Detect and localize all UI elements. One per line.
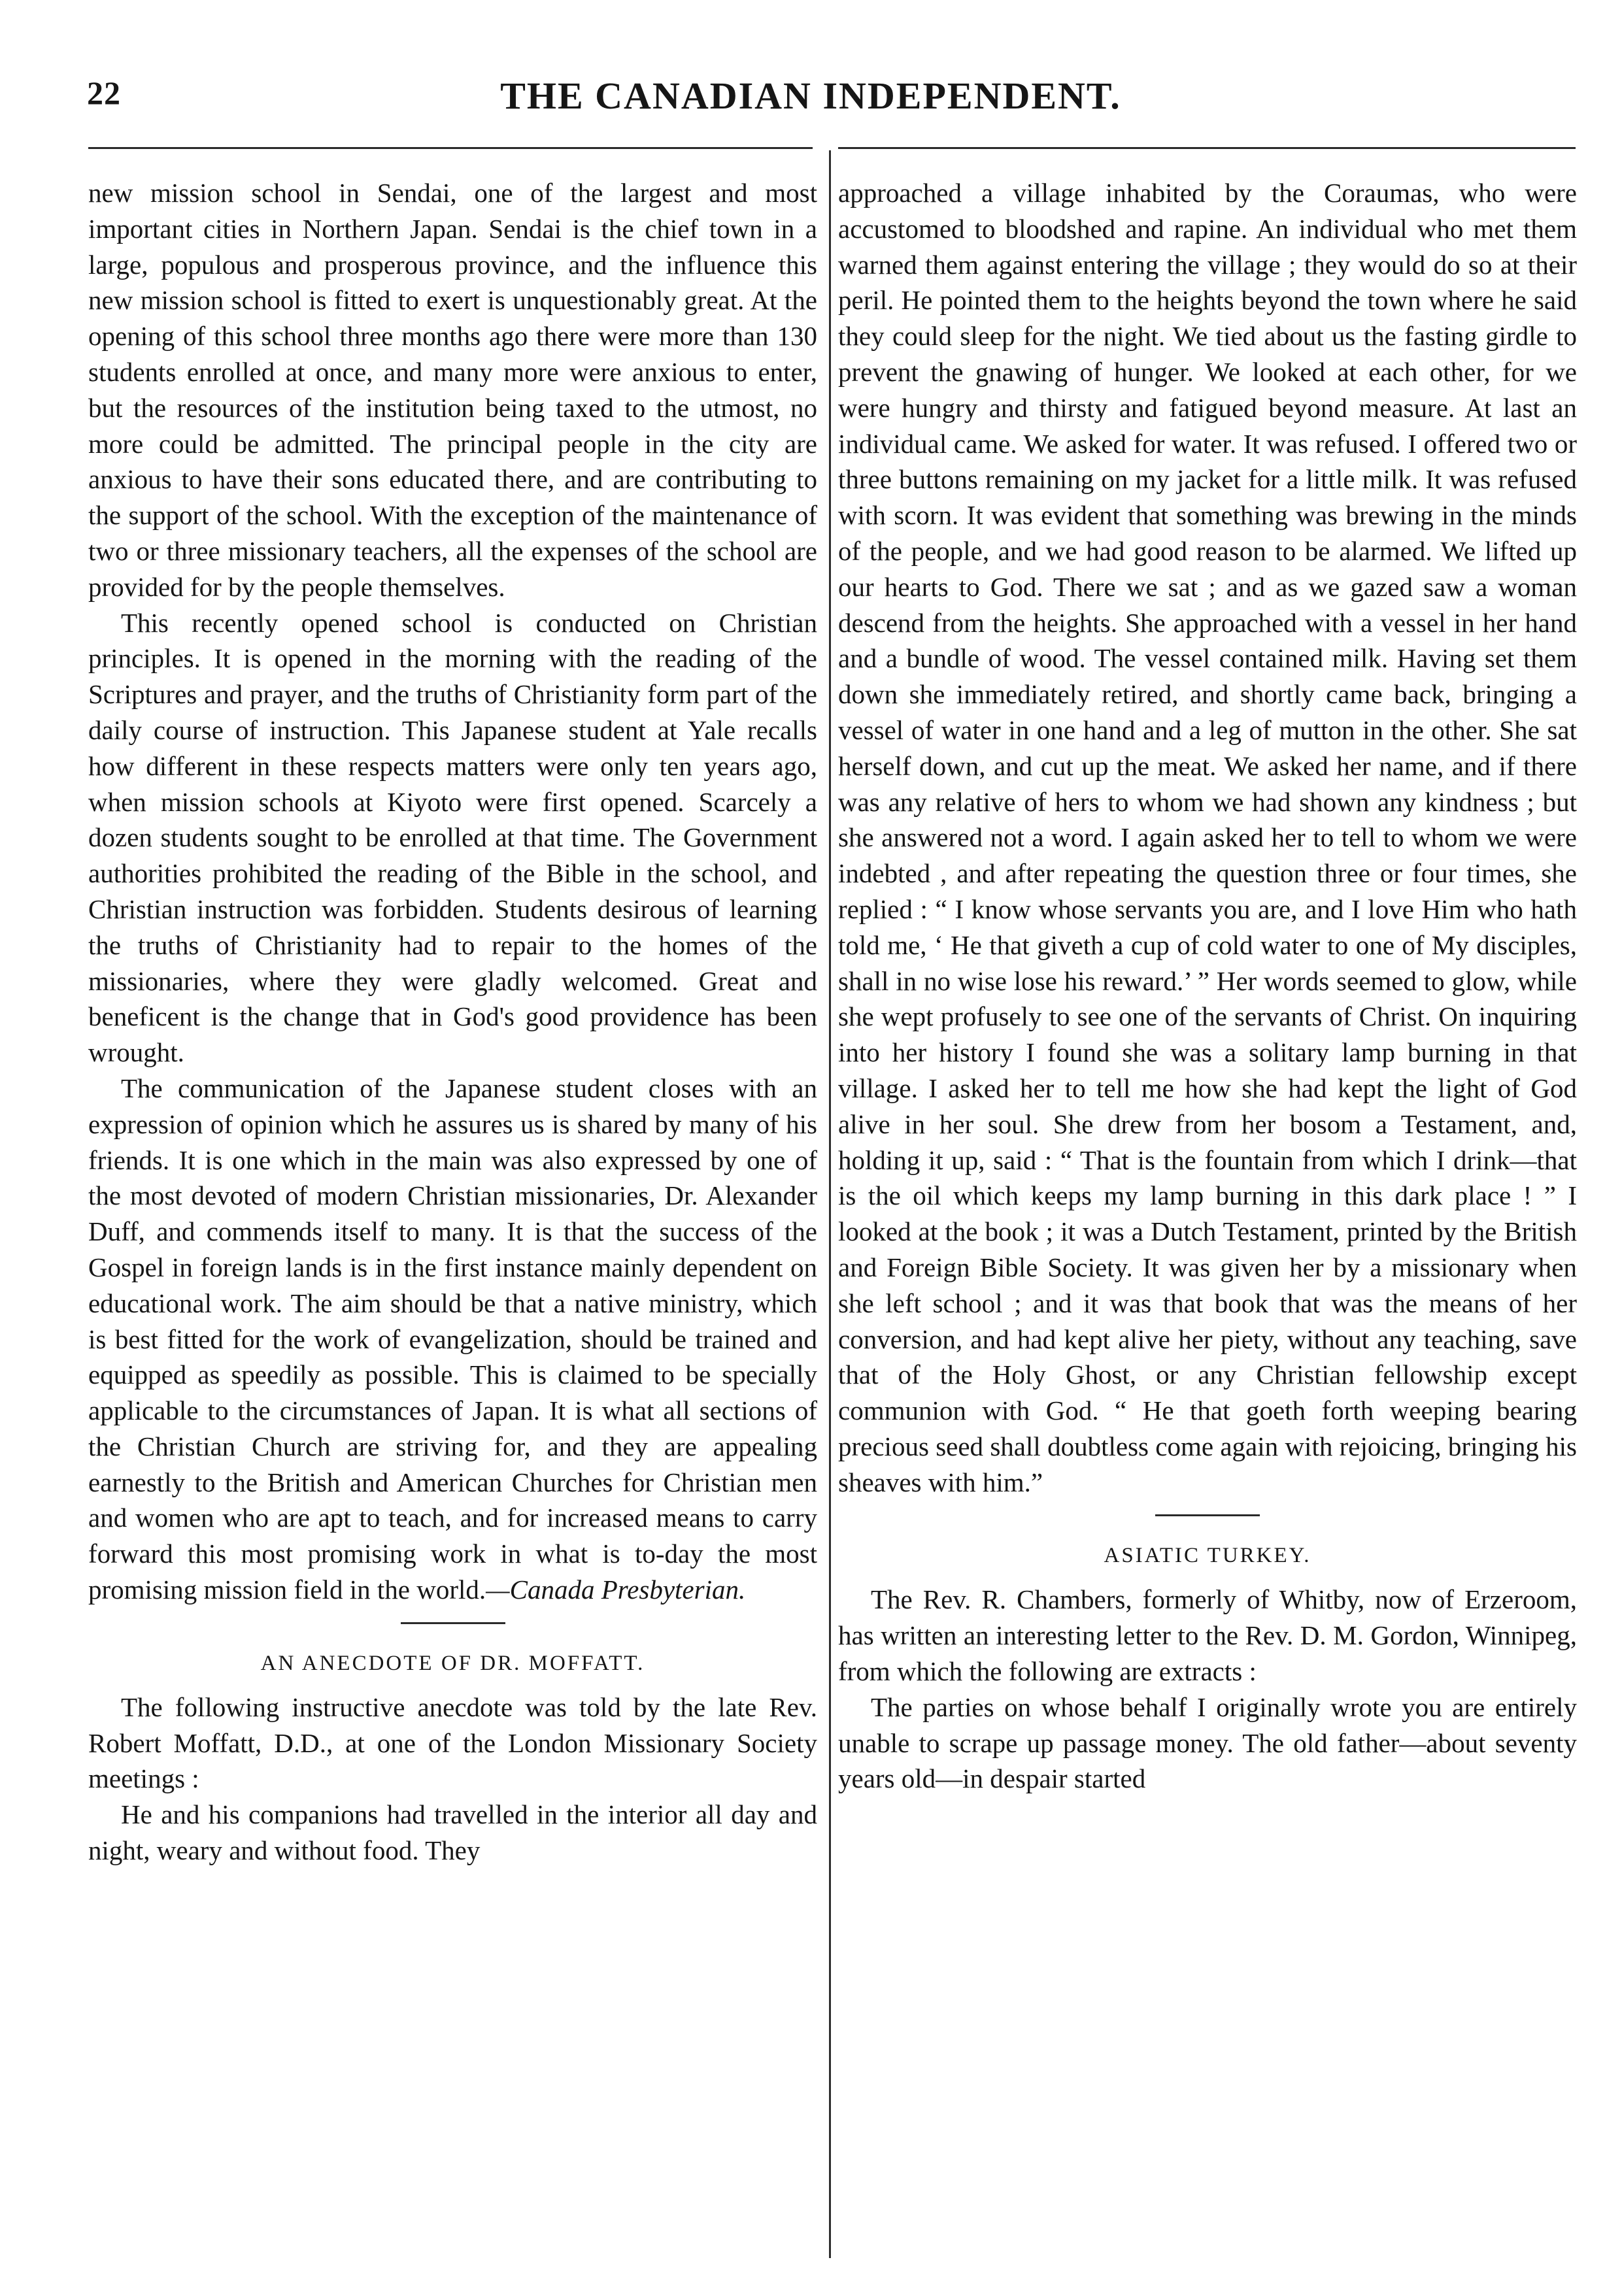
section-heading-anecdote: AN ANECDOTE OF DR. MOFFATT. [260, 1651, 645, 1675]
right-column [838, 175, 1577, 1797]
left-paragraph-3-text: The communication of the Japanese student closes with an expression of opinion which he assures us is shared by many of his friends. It is one which in the main was also expressed by one of the most devoted of modern Christian missionaries, Dr. Alexander Duff, and commends itself to many. It is that the success of the Gospel in foreign lands is in the first instance mainly dependent on educational work. The aim should be that a native ministry, which is best fitted for the work of evangelization, should be trained and equipped as speedily as possible. This is claimed to be specially applicable to the circumstances of Japan. It is what all sections of the Christian Church are striving for, and they are appealing earnestly to the British and American Churches for Christian men and women who are apt to teach, and for increased means to carry forward this most promising work in what is to-day the most promising mission field in the world. [88, 1073, 817, 1605]
running-head-title: THE CANADIAN INDEPENDENT. [500, 75, 1121, 117]
column-divider [829, 150, 831, 2258]
left-paragraph-4: The following instructive anecdote was told by the late Rev. Robert Moffatt, D.D., at one of the London Missionary Society meetings : [88, 1691, 817, 1794]
section-heading-turkey: ASIATIC TURKEY. [1104, 1544, 1311, 1568]
header-rule-right [838, 147, 1576, 149]
left-column [88, 175, 817, 1869]
page-number: 22 [87, 75, 121, 111]
left-paragraph-5: He and his companions had travelled in the interior all day and night, weary and without food. They [88, 1799, 817, 1866]
right-paragraph-2: The Rev. R. Chambers, formerly of Whitby, now of Erzeroom, has written an interesting letter to the Rev. D. M. Gordon, Winnipeg, from which the following are extracts : [838, 1584, 1577, 1687]
right-paragraph-1: approached a village inhabited by the Coraumas, who were accustomed to bloodshed and rapine. An individual who met them warned them against entering the village ; they would do so at their peril. He pointed them to the heights beyond the town where he said they could sleep for the night. We tied about us the fasting girdle to prevent the gnawing of hunger. We looked at each other, for we were hungry and thirsty and fatigued beyond measure. At last an individual came. We asked for water. It was refused. I offered two or three buttons remaining on my jacket for a little milk. It was refused with scorn. It was evident that something was brewing in the minds of the people, and we had good reason to be alarmed. We lifted up our hearts to God. There we sat ; and as we gazed saw a woman descend from the heights. She approached with a vessel in her hand and a bundle of wood. The vessel contained milk. Having set them down she immediately retired, and shortly came back, bringing a vessel of water in one hand and a leg of mutton in the other. She sat herself down, and cut up the meat. We asked her name, and if there was any relative of hers to whom we had shown any kindness ; but she answered not a word. I again asked her to tell to whom we were indebted , and after repeating the question three or four times, she replied : “ I know whose servants you are, and I love Him who hath told me, ‘ He that giveth a cup of cold water to one of My disciples, shall in no wise lose his reward.’ ” Her words seemed to glow, while she wept profusely to see one of the servants of Christ. On inquiring into her history I found she was a solitary lamp burning in that village. I asked her to tell me how she had kept the light of God alive in her soul. She drew from her bosom a Testament, and, holding it up, said : “ That is the fountain from which I drink—that is the oil which keeps my lamp burning in this dark place ! ” I looked at the book ; it was a Dutch Testament, printed by the British and Foreign Bible Society. It was given her by a missionary when she left school ; and it was that book that was the means of her conversion, and had kept alive her piety, without any teaching, save that of the Holy Ghost, or any Christian fellowship except communion with God. “ He that goeth forth weeping bearing precious seed shall doubtless come again with rejoicing, bringing his sheaves with him.” [838, 178, 1577, 1497]
right-paragraph-3: The parties on whose behalf I originally wrote you are entirely unable to scrape up passage money. The old father—about seventy years old—in despair started [838, 1691, 1577, 1794]
left-paragraph-2: This recently opened school is conducted on Christian principles. It is opened in the morning with the reading of the Scriptures and prayer, and the truths of Christianity form part of the daily course of instruction. This Japanese student at Yale recalls how different in these respects matters were only ten years ago, when mission schools at Kiyoto were first opened. Scarcely a dozen students sought to be enrolled at that time. The Government authorities prohibited the reading of the Bible in the school, and Christian instruction was forbidden. Students desirous of learning the truths of Christianity had to repair to the homes of the missionaries, where they were gladly welcomed. Great and beneficent is the change that in God's good providence has been wrought. [88, 607, 817, 1068]
left-paragraph-1: new mission school in Sendai, one of the largest and most important cities in Northern Japan. Sendai is the chief town in a large, populous and prosperous province, and the influence this new mission school is fitted to exert is unquestionably great. At the opening of this school three months ago there were more than 130 students enrolled at once, and many more were anxious to enter, but the resources of the institution being taxed to the utmost, no more could be admitted. The principal people in the city are anxious to have their sons educated there, and are contributing to the support of the school. With the exception of the maintenance of two or three missionary teachers, all the expenses of the school are provided for by the people themselves. [88, 178, 817, 602]
left-paragraph-3 [88, 1071, 817, 1608]
header-rule-left [88, 147, 813, 149]
section-divider-anecdote [401, 1622, 505, 1624]
source-attribution: —Canada Presbyterian. [486, 1574, 746, 1605]
section-divider-turkey [1155, 1514, 1260, 1516]
